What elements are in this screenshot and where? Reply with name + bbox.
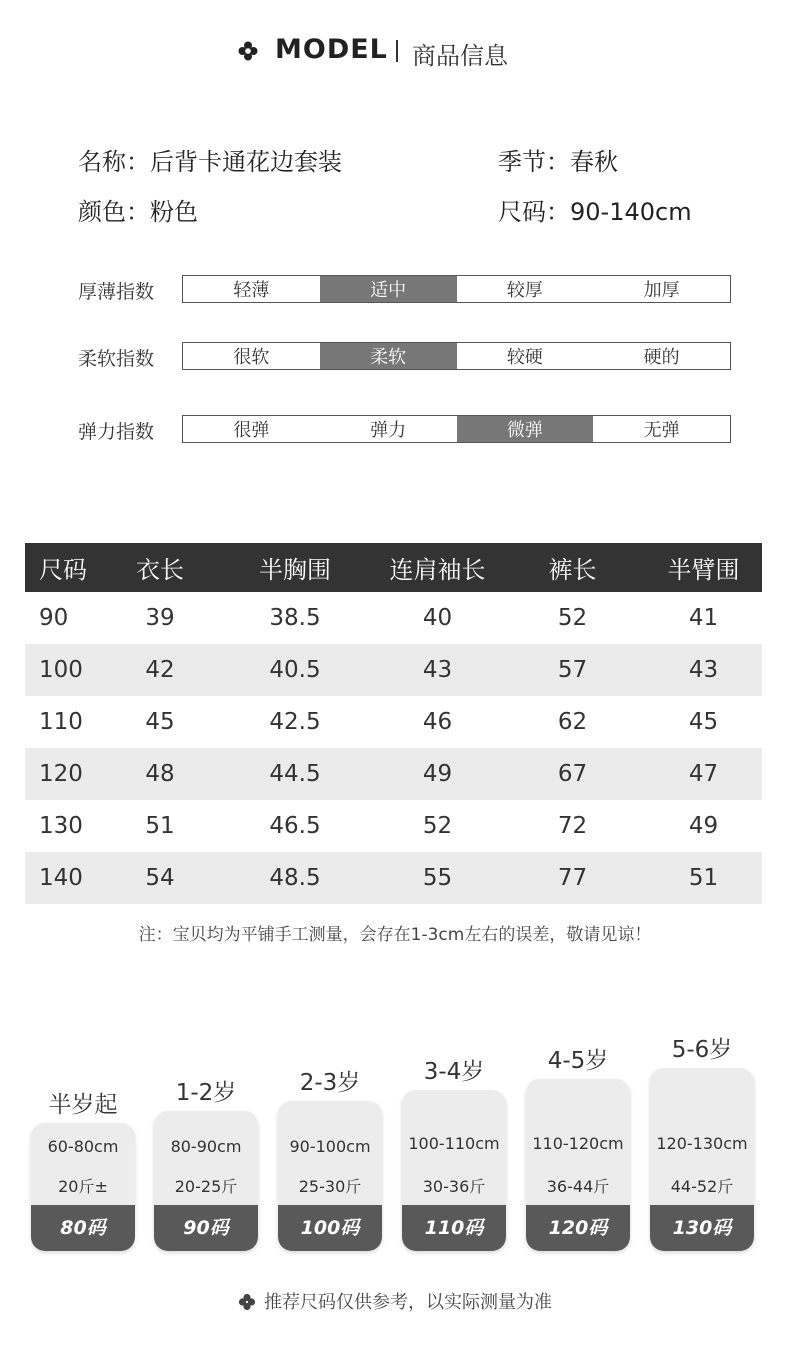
elasticity-index-label: 弹力指数 bbox=[78, 421, 155, 443]
column-header: 裤长 bbox=[548, 556, 597, 584]
card-weight: 30-36斤 bbox=[422, 1177, 486, 1196]
card-weight: 36-44斤 bbox=[546, 1177, 610, 1196]
table-cell: 110 bbox=[39, 709, 83, 735]
thickness-index-scale bbox=[182, 275, 731, 303]
column-header: 连肩袖长 bbox=[389, 556, 486, 584]
size-table bbox=[25, 543, 762, 904]
elasticity-index-scale bbox=[182, 415, 731, 443]
card-size-label: 120码 bbox=[526, 1205, 630, 1251]
card-height: 60-80cm bbox=[47, 1137, 119, 1156]
table-cell: 48 bbox=[145, 761, 175, 787]
age-size-card bbox=[31, 1123, 135, 1251]
table-cell: 41 bbox=[688, 605, 719, 631]
column-header: 衣长 bbox=[136, 556, 184, 584]
table-cell: 140 bbox=[39, 865, 83, 891]
elasticity-option: 弹力 bbox=[370, 420, 407, 441]
card-height: 110-120cm bbox=[532, 1134, 624, 1153]
brand-name: MODEL bbox=[275, 34, 388, 65]
age-title: 1-2岁 bbox=[175, 1080, 237, 1106]
thickness-option: 较厚 bbox=[506, 280, 543, 301]
size-recommendation-note bbox=[0, 1288, 790, 1314]
thickness-index-label: 厚薄指数 bbox=[78, 281, 155, 303]
age-title: 半岁起 bbox=[48, 1092, 118, 1118]
card-weight: 25-30斤 bbox=[298, 1177, 362, 1196]
thickness-option: 加厚 bbox=[643, 280, 680, 301]
softness-option-selected: 柔软 bbox=[320, 343, 457, 369]
table-cell: 130 bbox=[39, 813, 83, 839]
flower-icon bbox=[238, 41, 258, 61]
card-weight: 20斤± bbox=[58, 1177, 108, 1196]
age-title: 2-3岁 bbox=[299, 1070, 361, 1096]
age-size-card bbox=[650, 1068, 754, 1251]
column-header: 半臂围 bbox=[667, 556, 740, 584]
table-cell: 62 bbox=[557, 709, 588, 735]
table-cell: 52 bbox=[422, 813, 453, 839]
table-cell: 51 bbox=[688, 865, 719, 891]
column-header: 尺码 bbox=[39, 556, 87, 584]
elasticity-option: 很弹 bbox=[233, 420, 270, 441]
table-cell: 57 bbox=[557, 657, 588, 683]
product-season: 季节：春秋 bbox=[498, 148, 618, 176]
product-color: 颜色：粉色 bbox=[78, 198, 198, 226]
table-cell: 72 bbox=[557, 813, 588, 839]
age-title: 4-5岁 bbox=[547, 1048, 609, 1074]
table-cell: 39 bbox=[145, 605, 175, 631]
card-height: 120-130cm bbox=[656, 1134, 748, 1153]
header-divider bbox=[396, 40, 398, 62]
table-cell: 45 bbox=[145, 709, 175, 735]
card-size-label: 100码 bbox=[278, 1205, 382, 1251]
table-row bbox=[25, 592, 762, 644]
card-weight: 20-25斤 bbox=[174, 1177, 238, 1196]
table-cell: 43 bbox=[688, 657, 719, 683]
product-name: 名称：后背卡通花边套装 bbox=[78, 148, 342, 176]
table-cell: 51 bbox=[145, 813, 175, 839]
table-cell: 46 bbox=[422, 709, 453, 735]
table-cell: 120 bbox=[39, 761, 83, 787]
table-cell: 45 bbox=[688, 709, 719, 735]
table-row bbox=[25, 852, 762, 904]
softness-index-scale bbox=[182, 342, 731, 370]
card-size-label: 90码 bbox=[154, 1205, 258, 1251]
elasticity-option-selected: 微弹 bbox=[457, 416, 594, 442]
age-size-card bbox=[402, 1090, 506, 1251]
page-header bbox=[0, 28, 790, 78]
table-header bbox=[25, 543, 762, 592]
table-cell: 100 bbox=[39, 657, 83, 683]
elasticity-option: 无弹 bbox=[643, 420, 680, 441]
softness-option: 较硬 bbox=[506, 347, 543, 368]
table-cell: 49 bbox=[422, 761, 453, 787]
table-row bbox=[25, 644, 762, 696]
thickness-option-selected: 适中 bbox=[320, 276, 457, 302]
card-size-label: 110码 bbox=[402, 1205, 506, 1251]
card-height: 80-90cm bbox=[170, 1137, 242, 1156]
age-size-card bbox=[278, 1101, 382, 1251]
table-cell: 55 bbox=[422, 865, 453, 891]
table-row bbox=[25, 748, 762, 800]
age-size-card bbox=[526, 1079, 630, 1251]
thickness-option: 轻薄 bbox=[233, 280, 270, 301]
card-size-label: 130码 bbox=[650, 1205, 754, 1251]
table-cell: 90 bbox=[39, 605, 69, 631]
clover-icon bbox=[238, 1293, 256, 1311]
table-cell: 40.5 bbox=[269, 657, 321, 683]
card-height: 100-110cm bbox=[408, 1134, 500, 1153]
table-cell: 44.5 bbox=[269, 761, 321, 787]
table-cell: 54 bbox=[145, 865, 175, 891]
page-title: 商品信息 bbox=[412, 42, 508, 70]
card-height: 90-100cm bbox=[289, 1137, 371, 1156]
table-cell: 67 bbox=[557, 761, 588, 787]
table-cell: 48.5 bbox=[269, 865, 321, 891]
table-cell: 42 bbox=[145, 657, 175, 683]
softness-option: 硬的 bbox=[643, 347, 680, 368]
product-size-range: 尺码：90-140cm bbox=[498, 198, 692, 226]
measurement-note: 注：宝贝均为平铺手工测量，会存在1-3cm左右的误差，敬请见谅！ bbox=[138, 925, 652, 945]
age-title: 5-6岁 bbox=[671, 1037, 733, 1063]
table-cell: 77 bbox=[557, 865, 588, 891]
table-cell: 52 bbox=[557, 605, 588, 631]
table-cell: 47 bbox=[688, 761, 719, 787]
table-row bbox=[25, 696, 762, 748]
footnote-text: 推荐尺码仅供参考，以实际测量为准 bbox=[264, 1292, 552, 1313]
column-header: 半胸围 bbox=[259, 556, 331, 584]
age-title: 3-4岁 bbox=[423, 1059, 485, 1085]
table-cell: 40 bbox=[422, 605, 453, 631]
table-cell: 49 bbox=[688, 813, 719, 839]
softness-index-label: 柔软指数 bbox=[78, 348, 155, 370]
card-weight: 44-52斤 bbox=[670, 1177, 734, 1196]
table-cell: 38.5 bbox=[269, 605, 321, 631]
age-size-card bbox=[154, 1111, 258, 1251]
table-cell: 43 bbox=[422, 657, 453, 683]
table-cell: 46.5 bbox=[269, 813, 321, 839]
card-size-label: 80码 bbox=[31, 1205, 135, 1251]
table-row bbox=[25, 800, 762, 852]
softness-option: 很软 bbox=[233, 347, 270, 368]
table-cell: 42.5 bbox=[269, 709, 321, 735]
